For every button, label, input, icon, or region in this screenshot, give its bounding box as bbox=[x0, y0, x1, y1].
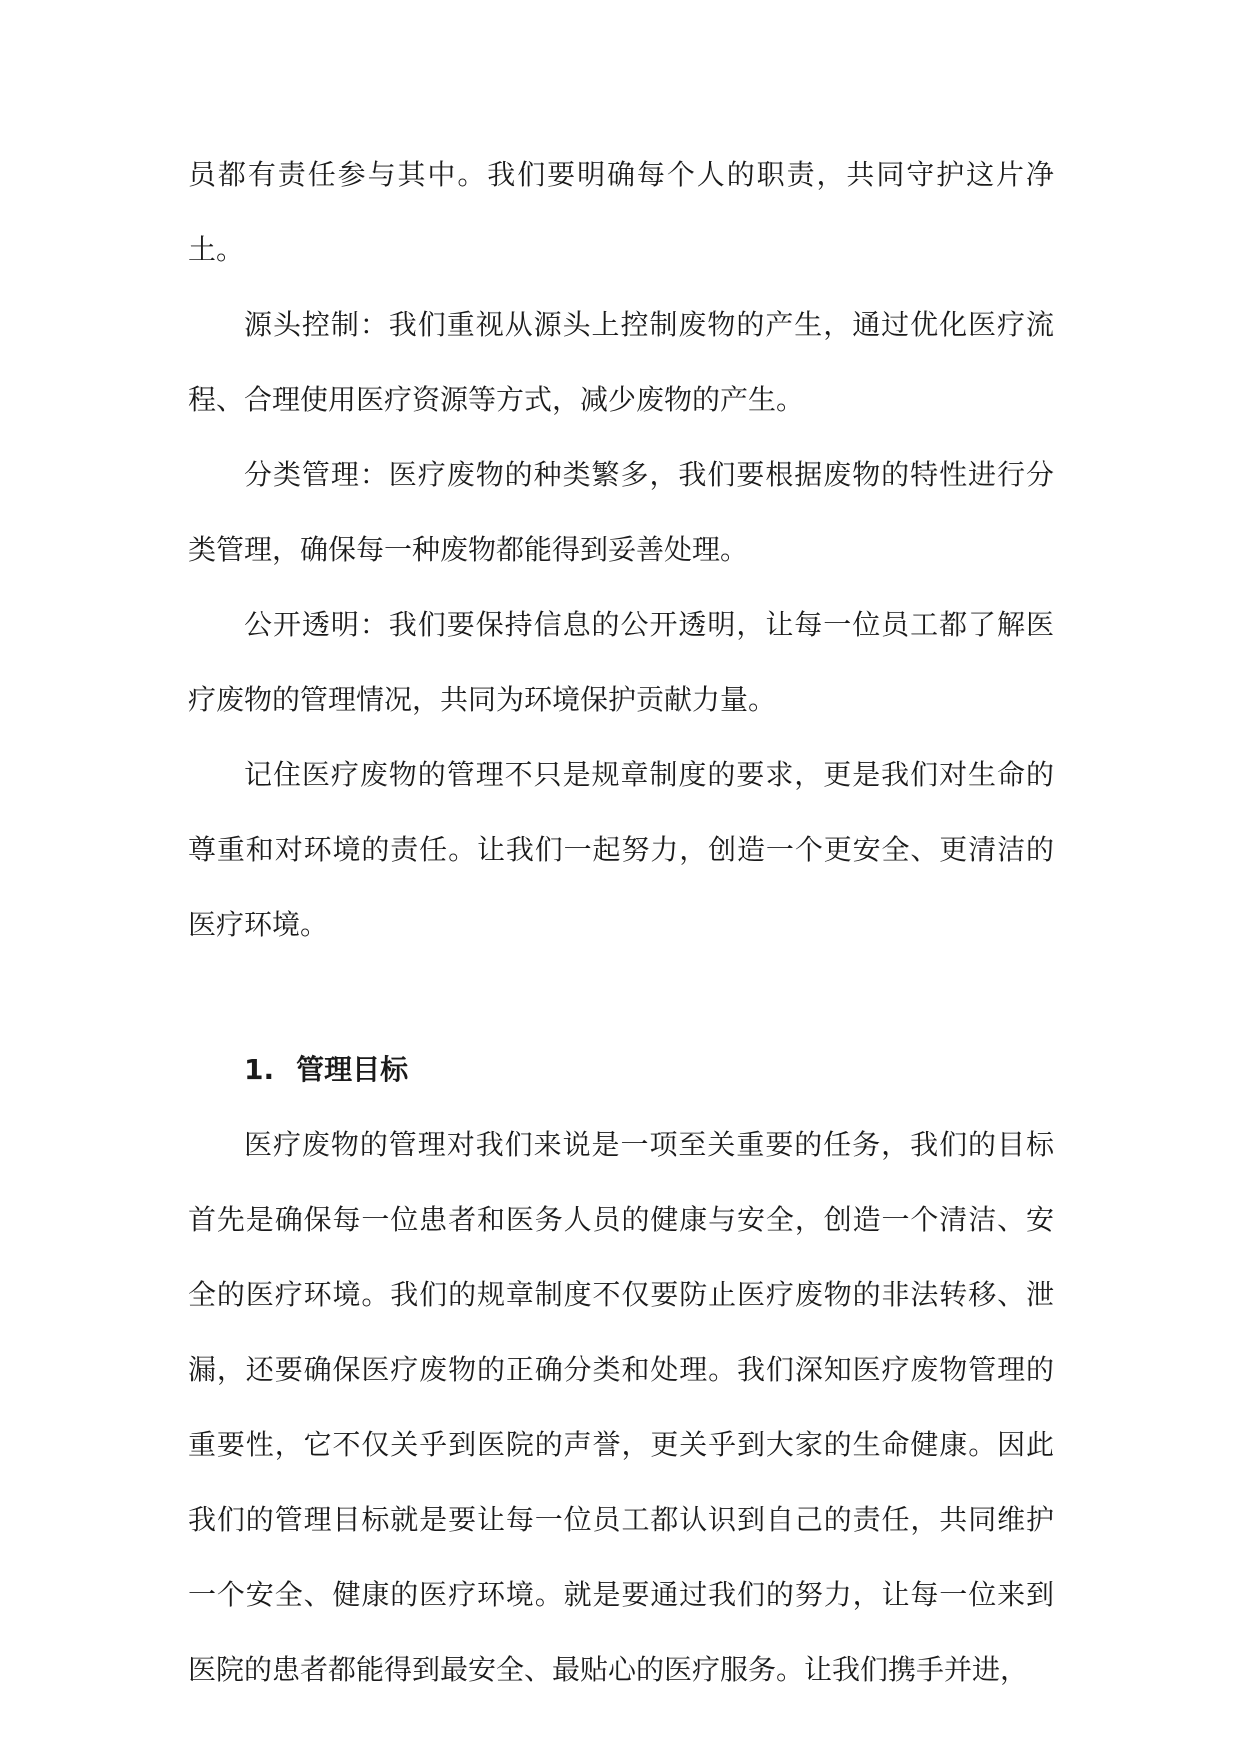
section-title: 管理目标 bbox=[296, 1053, 409, 1086]
section-number: 1. bbox=[244, 1053, 275, 1086]
paragraph-summary: 记住医疗废物的管理不只是规章制度的要求，更是我们对生命的尊重和对环境的责任。让我们一起努力，创造一个更安全、更清洁的医疗环境。 bbox=[188, 758, 1054, 941]
paragraph-source-control: 源头控制：我们重视从源头上控制废物的产生，通过优化医疗流程、合理使用医疗资源等方式，减少废物的产生。 bbox=[188, 308, 1054, 416]
document-body bbox=[188, 137, 1054, 1707]
paragraph-continuation: 员都有责任参与其中。我们要明确每个人的职责，共同守护这片净土。 bbox=[188, 158, 1054, 266]
section-spacer bbox=[188, 962, 1054, 1032]
paragraph-classification: 分类管理：医疗废物的种类繁多，我们要根据废物的特性进行分类管理，确保每一种废物都能得到妥善处理。 bbox=[188, 458, 1054, 566]
paragraph-transparency: 公开透明：我们要保持信息的公开透明，让每一位员工都了解医疗废物的管理情况，共同为环境保护贡献力量。 bbox=[188, 608, 1054, 716]
section-heading bbox=[188, 1032, 1054, 1107]
paragraph-management-goal: 医疗废物的管理对我们来说是一项至关重要的任务，我们的目标首先是确保每一位患者和医务人员的健康与安全，创造一个清洁、安全的医疗环境。我们的规章制度不仅要防止医疗废物的非法转移、泄漏，还要确保医疗废物的正确分类和处理。我们深知医疗废物管理的重要性，它不仅关乎到医院的声誉，更关乎到大家的生命健康。因此我们的管理目标就是要让每一位员工都认识到自己的责任，共同维护一个安全、健康的医疗环境。就是要通过我们的努力，让每一位来到医院的患者都能得到最安全、最贴心的医疗服务。让我们携手并进， bbox=[188, 1128, 1054, 1686]
